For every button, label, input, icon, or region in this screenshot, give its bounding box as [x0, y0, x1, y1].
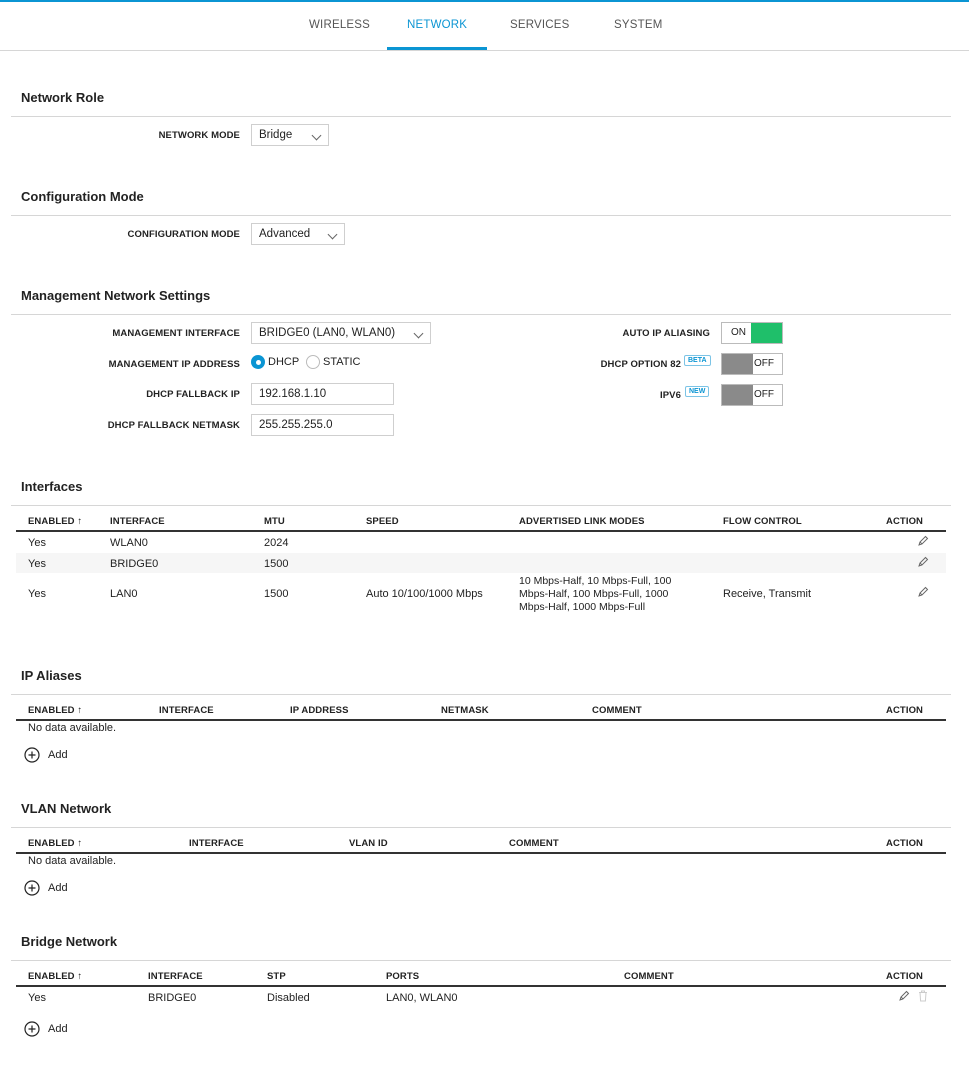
col-flow-control[interactable]: FLOW CONTROL [723, 516, 802, 527]
toggle-state-label: OFF [754, 358, 774, 369]
plus-circle-icon [24, 747, 40, 763]
chevron-down-icon [414, 329, 424, 339]
empty-state: No data available. [28, 855, 117, 867]
table-row-interface: LAN0 [110, 588, 138, 600]
management-interface-label: MANAGEMENT INTERFACE [112, 328, 240, 339]
col-comment[interactable]: COMMENT [592, 705, 642, 716]
section-title-bridge: Bridge Network [21, 934, 118, 949]
management-ip-label: MANAGEMENT IP ADDRESS [108, 359, 240, 370]
col-ip-address[interactable]: IP ADDRESS [290, 705, 349, 716]
toggle-state-label: ON [731, 327, 746, 338]
add-label: Add [48, 882, 68, 894]
col-action: ACTION [886, 516, 924, 527]
dhcp-fallback-netmask-label: DHCP FALLBACK NETMASK [107, 420, 240, 431]
configuration-mode-select[interactable] [251, 223, 345, 245]
table-row-ports: LAN0, WLAN0 [386, 992, 458, 1004]
section-divider [11, 505, 951, 506]
radio-dhcp-label: DHCP [268, 356, 300, 368]
pencil-icon[interactable] [917, 535, 929, 547]
section-title-interfaces: Interfaces [21, 479, 83, 494]
col-netmask[interactable]: NETMASK [441, 705, 489, 716]
col-action: ACTION [886, 971, 924, 982]
tab-wireless[interactable]: WIRELESS [309, 19, 371, 31]
table-row-flow-control: Receive, Transmit [723, 588, 812, 600]
col-interface[interactable]: INTERFACE [189, 838, 244, 849]
configuration-mode-value: Advanced [259, 228, 311, 240]
col-advertised-link-modes[interactable]: ADVERTISED LINK MODES [519, 516, 645, 527]
plus-circle-icon [24, 1021, 40, 1037]
trash-icon[interactable] [918, 990, 928, 1002]
toggle-knob [722, 385, 753, 405]
tab-system[interactable]: SYSTEM [614, 19, 663, 31]
col-comment[interactable]: COMMENT [624, 971, 674, 982]
col-speed[interactable]: SPEED [366, 516, 399, 527]
add-label: Add [48, 749, 68, 761]
table-row-mtu: 1500 [264, 588, 289, 600]
section-title-configuration-mode: Configuration Mode [21, 189, 144, 204]
col-action: ACTION [886, 838, 924, 849]
active-tab-indicator [387, 47, 487, 50]
section-divider [11, 314, 951, 315]
chevron-down-icon [312, 131, 322, 141]
table-row-enabled: Yes [28, 558, 46, 570]
col-enabled[interactable]: ENABLED ↑ [28, 838, 83, 849]
new-badge: NEW [685, 386, 709, 397]
empty-state: No data available. [28, 722, 117, 734]
pencil-icon[interactable] [917, 586, 929, 598]
col-enabled[interactable]: ENABLED ↑ [28, 516, 83, 527]
configuration-mode-label: CONFIGURATION MODE [127, 229, 240, 240]
table-row-interface: WLAN0 [110, 537, 148, 549]
section-title-vlan: VLAN Network [21, 801, 112, 816]
tab-network[interactable]: NETWORK [407, 19, 468, 31]
add-label: Add [48, 1023, 68, 1035]
top-nav-tabs [0, 0, 969, 51]
col-vlan-id[interactable]: VLAN ID [349, 838, 388, 849]
table-row-interface: BRIDGE0 [148, 992, 197, 1004]
management-interface-value: BRIDGE0 (LAN0, WLAN0) [259, 327, 396, 339]
network-mode-select[interactable] [251, 124, 329, 146]
table-row-speed: Auto 10/100/1000 Mbps [366, 588, 483, 600]
section-divider [11, 827, 951, 828]
col-action: ACTION [886, 705, 924, 716]
chevron-down-icon [328, 230, 338, 240]
table-row-enabled: Yes [28, 992, 46, 1004]
table-row-stp: Disabled [267, 992, 310, 1004]
auto-ip-aliasing-toggle[interactable] [721, 322, 783, 344]
col-mtu[interactable]: MTU [264, 516, 285, 527]
section-title-network-role: Network Role [21, 90, 105, 105]
section-divider [11, 215, 951, 216]
toggle-state-label: OFF [754, 389, 774, 400]
section-divider [11, 694, 951, 695]
col-interface[interactable]: INTERFACE [110, 516, 165, 527]
table-row-enabled: Yes [28, 537, 46, 549]
dhcp-fallback-ip-label: DHCP FALLBACK IP [146, 389, 240, 400]
tab-services[interactable]: SERVICES [510, 19, 570, 31]
dhcp-fallback-netmask-input[interactable]: 255.255.255.0 [251, 414, 394, 436]
radio-static-label: STATIC [323, 356, 361, 368]
col-enabled[interactable]: ENABLED ↑ [28, 705, 83, 716]
link-modes-line: 10 Mbps-Half, 10 Mbps-Full, 100 [519, 575, 672, 587]
toggle-knob [751, 323, 782, 343]
table-row-mtu: 2024 [264, 537, 289, 549]
dhcp-option-82-toggle[interactable] [721, 353, 783, 375]
table-row-mtu: 1500 [264, 558, 289, 570]
col-ports[interactable]: PORTS [386, 971, 420, 982]
col-interface[interactable]: INTERFACE [159, 705, 214, 716]
dhcp-option-82-label: DHCP OPTION 82 [600, 359, 681, 370]
table-row-advertised-link-modes [519, 575, 709, 614]
network-mode-label: NETWORK MODE [158, 130, 240, 141]
pencil-icon[interactable] [898, 990, 910, 1002]
table-row-interface: BRIDGE0 [110, 558, 159, 570]
section-divider [11, 960, 951, 961]
management-interface-select[interactable] [251, 322, 431, 344]
plus-circle-icon [24, 880, 40, 896]
table-header-divider [16, 719, 946, 721]
link-modes-line: Mbps-Half, 100 Mbps-Full, 1000 [519, 588, 669, 600]
col-enabled[interactable]: ENABLED ↑ [28, 971, 83, 982]
pencil-icon[interactable] [917, 556, 929, 568]
section-divider [11, 116, 951, 117]
radio-static[interactable] [306, 355, 320, 369]
table-header-divider [16, 530, 946, 532]
col-stp[interactable]: STP [267, 971, 286, 982]
section-title-management: Management Network Settings [21, 288, 211, 303]
dhcp-fallback-ip-input[interactable]: 192.168.1.10 [251, 383, 394, 405]
ipv6-toggle[interactable] [721, 384, 783, 406]
beta-badge: BETA [684, 355, 711, 366]
col-comment[interactable]: COMMENT [509, 838, 559, 849]
col-interface[interactable]: INTERFACE [148, 971, 203, 982]
toggle-knob [722, 354, 753, 374]
link-modes-line: Mbps-Half, 1000 Mbps-Full [519, 601, 646, 613]
auto-ip-aliasing-label: AUTO IP ALIASING [622, 328, 710, 339]
ipv6-label: IPV6 [660, 390, 681, 401]
network-mode-value: Bridge [259, 129, 293, 141]
table-header-divider [16, 852, 946, 854]
section-title-ip-aliases: IP Aliases [21, 668, 82, 683]
radio-dhcp[interactable] [251, 355, 265, 369]
table-row-enabled: Yes [28, 588, 46, 600]
table-header-divider [16, 985, 946, 987]
